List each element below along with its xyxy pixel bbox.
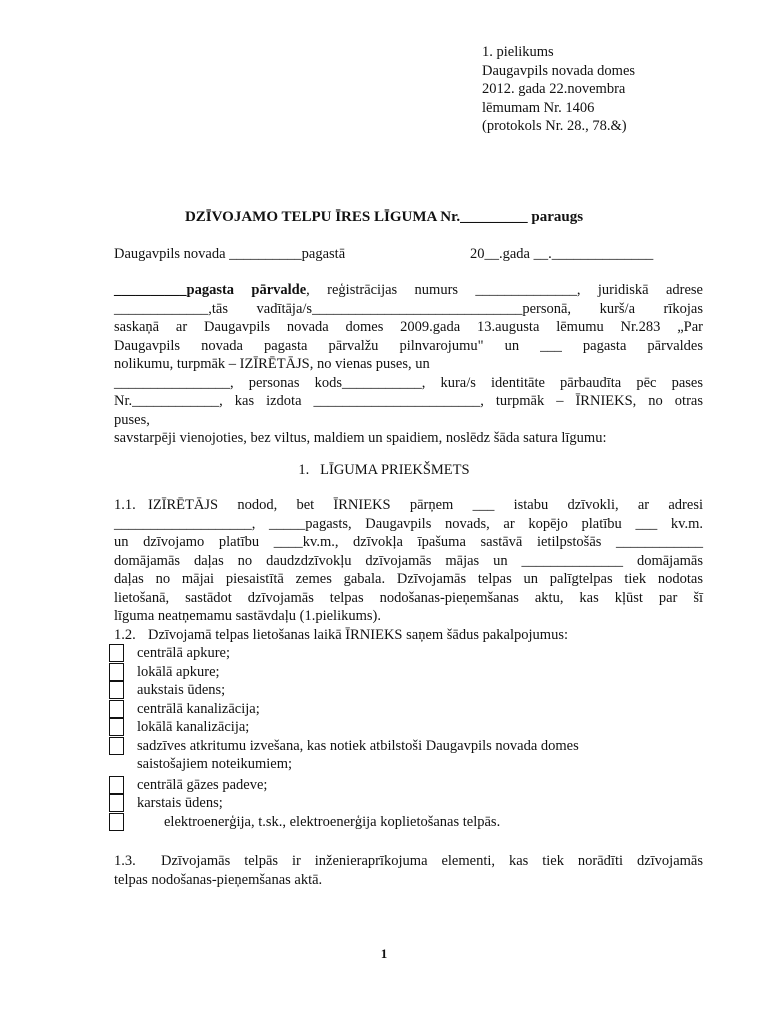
service-item[interactable] — [109, 794, 709, 813]
section-title: LĪGUMA PRIEKŠMETS — [320, 462, 470, 478]
service-item[interactable] — [109, 700, 709, 719]
checkbox[interactable] — [109, 776, 124, 794]
service-label-line: sadzīves atkritumu izvešana, kas notiek atbilstoši Daugavpils novada domes — [137, 737, 579, 754]
service-label: elektroenerģija, t.sk., elektroenerģija koplietošanas telpās. — [164, 813, 501, 830]
service-label: lokālā apkure; — [137, 663, 220, 680]
clause-text: Dzīvojamās telpās ir inženieraprīkojuma elementi, kas tiek norādīti dzīvojamās — [161, 853, 703, 869]
parties-text: , reģistrācijas numurs ______________, juridiskā adrese — [306, 282, 703, 298]
service-label: lokālā kanalizācija; — [137, 719, 250, 735]
checkbox[interactable] — [109, 718, 124, 736]
clause-line: līguma neatņemamu sastāvdaļu (1.pielikums). — [114, 608, 381, 624]
service-label: centrālā apkure; — [137, 645, 230, 661]
clause-number: 1.3. — [114, 853, 136, 869]
place-date-line — [114, 245, 674, 263]
clause-line: domājamās daļas no daudzdzīvokļu dzīvojamās mājas un ______________ domājamās — [114, 552, 703, 569]
parties-paragraph — [114, 281, 703, 448]
section-heading — [0, 461, 768, 479]
clause-1-2 — [114, 626, 703, 644]
parties-line-9: savstarpēji vienojoties, bez viltus, maldiem un spaidiem, noslēdz šāda satura līgumu: — [114, 430, 607, 446]
parties-line-1 — [114, 281, 703, 300]
parties-line-8: puses, — [114, 411, 150, 428]
parties-line-4: Daugavpils novada pagasta pārvalžu pilnvarojumu" un ___ pagasta pārvaldes — [114, 337, 703, 354]
checkbox[interactable] — [109, 794, 124, 812]
checkbox[interactable] — [109, 644, 124, 662]
annex-reference — [482, 43, 635, 136]
service-item[interactable] — [109, 644, 709, 663]
parties-line-2: _____________,tās vadītāja/s_____________________________personā, kurš/a rīkojas — [114, 300, 703, 317]
service-item[interactable] — [109, 718, 709, 737]
clause-number: 1.1. — [114, 497, 136, 513]
service-item[interactable] — [109, 813, 709, 832]
clause-number: 1.2. — [114, 627, 136, 643]
service-item[interactable] — [109, 776, 709, 795]
checkbox[interactable] — [109, 737, 124, 755]
parties-line-7: Nr.____________, kas izdota _______________________, turpmāk – ĪRNIEKS, no otras — [114, 393, 703, 409]
service-item[interactable] — [109, 663, 709, 682]
page-number: 1 — [380, 946, 388, 961]
section-number: 1. — [298, 462, 310, 478]
clause-line: ___________________, _____pagasts, Daugavpils novads, ar kopējo platību ___ kv.m. — [114, 515, 703, 532]
clause-line: un dzīvojamo platību ____kv.m., dzīvokļa īpašuma sastāvā ietilpstošās ____________ — [114, 534, 703, 550]
clause-text: Dzīvojamā telpas lietošanas laikā ĪRNIEKS saņem šādus pakalpojumus: — [148, 627, 569, 643]
service-label-line: saistošajiem noteikumiem; — [137, 756, 293, 772]
services-checklist — [109, 644, 709, 831]
parties-line-6: ________________, personas kods___________, kura/s identitāte pārbaudīta pēc pases — [114, 374, 703, 391]
service-item[interactable] — [109, 737, 709, 774]
service-label: centrālā kanalizācija; — [137, 700, 260, 717]
document-title: DZĪVOJAMO TELPU ĪRES LĪGUMA Nr._________ paraugs — [184, 209, 584, 225]
clause-line: lietošanā, sastādot dzīvojamās telpas nodošanas-pieņemšanas aktu, kas kļūst par šī — [114, 589, 703, 606]
checkbox[interactable] — [109, 813, 124, 831]
service-label: aukstais ūdens; — [137, 682, 226, 698]
annex-line: lēmumam Nr. 1406 — [482, 99, 595, 116]
date-field: 20__.gada __.______________ — [470, 246, 654, 262]
annex-line: 2012. gada 22.novembra — [482, 81, 626, 97]
checkbox[interactable] — [109, 700, 124, 718]
clause-1-3 — [114, 852, 703, 889]
annex-line: 1. pielikums — [482, 44, 554, 60]
checkbox[interactable] — [109, 681, 124, 699]
service-item[interactable] — [109, 681, 709, 700]
parties-line-5: nolikumu, turpmāk – IZĪRĒTĀJS, no vienas puses, un — [114, 356, 430, 372]
clause-text: IZĪRĒTĀJS nodod, bet ĪRNIEKS pārņem ___ istabu dzīvokli, ar adresi — [148, 497, 703, 513]
annex-line: (protokols Nr. 28., 78.&) — [482, 118, 627, 134]
annex-line: Daugavpils novada domes — [482, 62, 636, 79]
clause-line: daļas no mājai piesaistītā zemes gabala. Dzīvojamās telpas un palīgtelpas tiek nodotas — [114, 571, 703, 587]
clause-line — [114, 852, 703, 871]
checkbox[interactable] — [109, 663, 124, 681]
service-label: centrālā gāzes padeve; — [137, 776, 268, 793]
clause-1-1 — [114, 496, 703, 626]
lessor-name: __________pagasta pārvalde — [114, 282, 307, 298]
clause-line: telpas nodošanas-pieņemšanas aktā. — [114, 871, 323, 888]
clause-line — [114, 496, 703, 515]
service-label: karstais ūdens; — [137, 795, 223, 811]
service-label — [137, 737, 579, 774]
place-field: Daugavpils novada __________pagastā — [114, 246, 346, 262]
parties-line-3: saskaņā ar Daugavpils novada domes 2009.gada 13.augusta lēmumu Nr.283 „Par — [114, 319, 703, 335]
